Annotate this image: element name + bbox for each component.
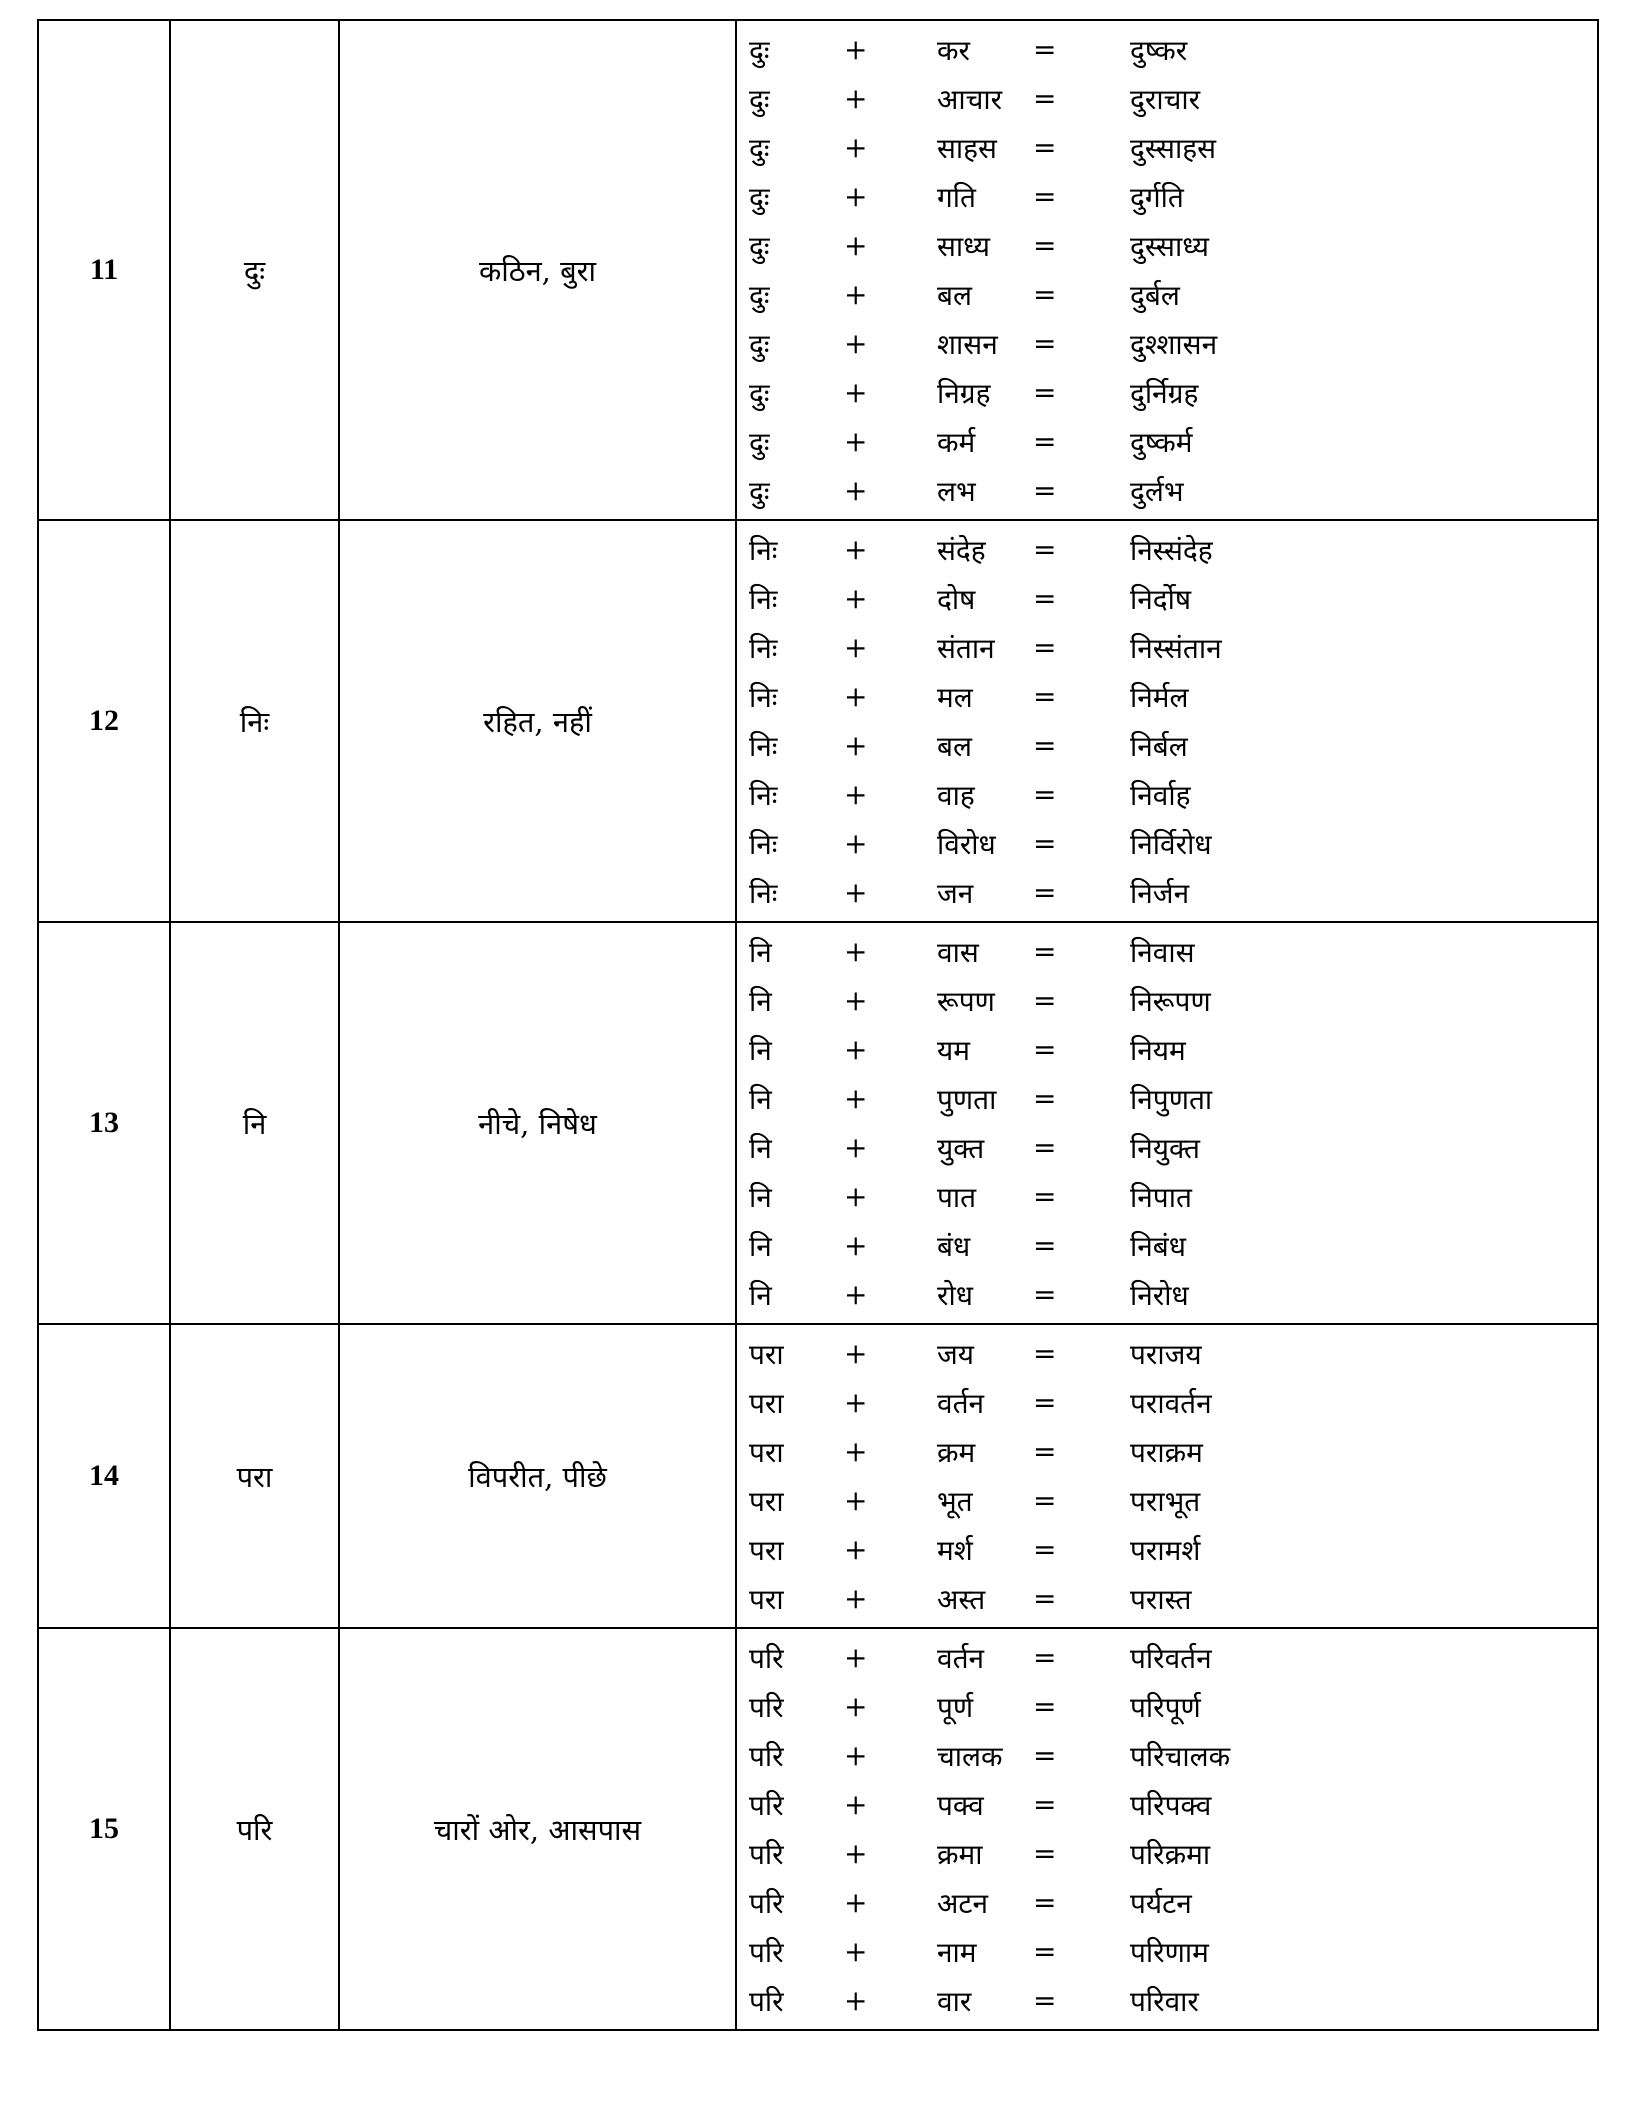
example-row: [737, 1927, 1597, 1976]
plus-sign: +: [844, 1229, 868, 1262]
plus-sign: +: [844, 1935, 868, 1968]
row-number: 12: [38, 520, 170, 922]
example-row: [737, 1378, 1597, 1427]
equals-sign: =: [1033, 1886, 1057, 1919]
prefix-table: [37, 19, 1599, 2031]
example-root: विरोध: [937, 827, 996, 861]
plus-sign: +: [844, 82, 868, 115]
example-root: बल: [937, 278, 972, 312]
example-prefix: परि: [749, 1641, 784, 1675]
example-result: दुष्कर्म: [1130, 425, 1193, 459]
example-root: भूत: [937, 1484, 973, 1518]
example-row: [737, 868, 1597, 917]
examples-cell: [736, 922, 1598, 1324]
example-result: निरोध: [1130, 1278, 1189, 1312]
example-prefix: निः: [749, 631, 778, 665]
example-root: निग्रह: [937, 376, 991, 410]
example-root: संदेह: [937, 533, 986, 567]
table-row: [38, 1324, 1598, 1628]
example-row: [737, 1633, 1597, 1682]
prefix-cell: परा: [170, 1324, 339, 1628]
table-row: [38, 520, 1598, 922]
example-row: [737, 417, 1597, 466]
example-root: वर्तन: [937, 1641, 985, 1675]
example-result: निवास: [1130, 935, 1195, 969]
example-row: [737, 172, 1597, 221]
example-row: [737, 672, 1597, 721]
example-prefix: निः: [749, 680, 778, 714]
plus-sign: +: [844, 229, 868, 262]
example-prefix: निः: [749, 827, 778, 861]
example-prefix: नि: [749, 1131, 772, 1165]
example-root: अटन: [937, 1886, 989, 1920]
plus-sign: +: [844, 33, 868, 66]
equals-sign: =: [1033, 1229, 1057, 1262]
example-prefix: परा: [749, 1533, 784, 1567]
prefix-cell: परि: [170, 1628, 339, 2030]
example-row: [737, 1123, 1597, 1172]
example-row: [737, 1221, 1597, 1270]
example-result: पराभूत: [1130, 1484, 1201, 1518]
example-row: [737, 1270, 1597, 1319]
plus-sign: +: [844, 1278, 868, 1311]
example-result: परिपक्व: [1130, 1788, 1212, 1822]
example-row: [737, 623, 1597, 672]
plus-sign: +: [844, 1435, 868, 1468]
equals-sign: =: [1033, 1582, 1057, 1615]
example-result: दुर्लभ: [1130, 474, 1184, 508]
plus-sign: +: [844, 131, 868, 164]
example-result: पराक्रम: [1130, 1435, 1203, 1469]
equals-sign: =: [1033, 1641, 1057, 1674]
meaning-cell: नीचे, निषेध: [339, 922, 736, 1324]
plus-sign: +: [844, 278, 868, 311]
equals-sign: =: [1033, 1131, 1057, 1164]
example-result: दुर्बल: [1130, 278, 1180, 312]
example-root: यम: [937, 1033, 970, 1067]
meaning-cell: रहित, नहीं: [339, 520, 736, 922]
meaning-cell: कठिन, बुरा: [339, 20, 736, 520]
example-root: पूर्ण: [937, 1690, 974, 1724]
equals-sign: =: [1033, 1739, 1057, 1772]
equals-sign: =: [1033, 631, 1057, 664]
equals-sign: =: [1033, 1278, 1057, 1311]
equals-sign: =: [1033, 278, 1057, 311]
prefix-cell: नि: [170, 922, 339, 1324]
plus-sign: +: [844, 1337, 868, 1370]
example-root: युक्त: [937, 1131, 985, 1165]
example-result: परास्त: [1130, 1582, 1192, 1616]
example-root: नाम: [937, 1935, 977, 1969]
equals-sign: =: [1033, 1837, 1057, 1870]
example-row: [737, 1731, 1597, 1780]
example-result: निर्दोष: [1130, 582, 1192, 616]
row-number: 13: [38, 922, 170, 1324]
example-result: दुर्गति: [1130, 180, 1184, 214]
equals-sign: =: [1033, 82, 1057, 115]
examples-cell: [736, 20, 1598, 520]
equals-sign: =: [1033, 1082, 1057, 1115]
plus-sign: +: [844, 680, 868, 713]
example-prefix: निः: [749, 729, 778, 763]
plus-sign: +: [844, 1886, 868, 1919]
example-row: [737, 74, 1597, 123]
example-result: परिक्रमा: [1130, 1837, 1211, 1871]
example-result: निस्संतान: [1130, 631, 1222, 665]
example-result: दुष्कर: [1130, 33, 1188, 67]
example-row: [737, 466, 1597, 515]
equals-sign: =: [1033, 1935, 1057, 1968]
example-result: निर्मल: [1130, 680, 1189, 714]
example-row: [737, 819, 1597, 868]
plus-sign: +: [844, 1690, 868, 1723]
example-row: [737, 1074, 1597, 1123]
plus-sign: +: [844, 1533, 868, 1566]
example-root: कर्म: [937, 425, 976, 459]
example-result: परामर्श: [1130, 1533, 1201, 1567]
example-row: [737, 1476, 1597, 1525]
plus-sign: +: [844, 1984, 868, 2017]
equals-sign: =: [1033, 1788, 1057, 1821]
example-root: साहस: [937, 131, 997, 165]
example-row: [737, 1829, 1597, 1878]
example-root: क्रम: [937, 1435, 976, 1469]
meaning-cell: चारों ओर, आसपास: [339, 1628, 736, 2030]
example-root: गति: [937, 180, 976, 214]
example-prefix: परि: [749, 1984, 784, 2018]
equals-sign: =: [1033, 876, 1057, 909]
prefix-table-body: [38, 20, 1598, 2030]
equals-sign: =: [1033, 1386, 1057, 1419]
example-row: [737, 270, 1597, 319]
example-prefix: परा: [749, 1582, 784, 1616]
equals-sign: =: [1033, 1690, 1057, 1723]
equals-sign: =: [1033, 425, 1057, 458]
plus-sign: +: [844, 631, 868, 664]
example-root: आचार: [937, 82, 1003, 116]
example-result: दुस्साध्य: [1130, 229, 1209, 263]
example-root: पात: [937, 1180, 977, 1214]
example-result: परिपूर्ण: [1130, 1690, 1201, 1724]
equals-sign: =: [1033, 1180, 1057, 1213]
plus-sign: +: [844, 1582, 868, 1615]
example-prefix: नि: [749, 935, 772, 969]
plus-sign: +: [844, 1739, 868, 1772]
example-prefix: निः: [749, 876, 778, 910]
example-row: [737, 1976, 1597, 2025]
example-result: परिणाम: [1130, 1935, 1209, 1969]
table-row: [38, 20, 1598, 520]
example-root: शासन: [937, 327, 998, 361]
prefix-cell: निः: [170, 520, 339, 922]
example-row: [737, 1025, 1597, 1074]
example-prefix: परि: [749, 1935, 784, 1969]
example-prefix: नि: [749, 984, 772, 1018]
plus-sign: +: [844, 180, 868, 213]
example-prefix: परि: [749, 1788, 784, 1822]
example-root: वार: [937, 1984, 972, 2018]
example-root: पुणता: [937, 1082, 997, 1116]
example-result: दुस्साहस: [1130, 131, 1217, 165]
example-prefix: परा: [749, 1386, 784, 1420]
equals-sign: =: [1033, 984, 1057, 1017]
plus-sign: +: [844, 1131, 868, 1164]
example-prefix: दुः: [749, 82, 770, 116]
example-prefix: दुः: [749, 180, 770, 214]
example-prefix: निः: [749, 582, 778, 616]
examples-cell: [736, 1324, 1598, 1628]
example-row: [737, 319, 1597, 368]
example-result: दुश्शासन: [1130, 327, 1218, 361]
example-prefix: दुः: [749, 278, 770, 312]
example-row: [737, 1427, 1597, 1476]
equals-sign: =: [1033, 582, 1057, 615]
example-prefix: नि: [749, 1229, 772, 1263]
plus-sign: +: [844, 935, 868, 968]
example-result: पराजय: [1130, 1337, 1202, 1371]
example-root: क्रमा: [937, 1837, 983, 1871]
example-root: रूपण: [937, 984, 995, 1018]
table-row: [38, 922, 1598, 1324]
example-result: परिवार: [1130, 1984, 1199, 2018]
examples-cell: [736, 520, 1598, 922]
example-result: निर्विरोध: [1130, 827, 1212, 861]
example-result: निपुणता: [1130, 1082, 1213, 1116]
example-root: पक्व: [937, 1788, 984, 1822]
example-root: कर: [937, 33, 970, 67]
example-row: [737, 574, 1597, 623]
example-result: परावर्तन: [1130, 1386, 1212, 1420]
plus-sign: +: [844, 729, 868, 762]
example-root: संतान: [937, 631, 995, 665]
equals-sign: =: [1033, 935, 1057, 968]
example-root: बंध: [937, 1229, 971, 1263]
example-prefix: परि: [749, 1739, 784, 1773]
row-number: 11: [38, 20, 170, 520]
example-result: निरूपण: [1130, 984, 1211, 1018]
equals-sign: =: [1033, 778, 1057, 811]
equals-sign: =: [1033, 1984, 1057, 2017]
example-root: साध्य: [937, 229, 990, 263]
plus-sign: +: [844, 827, 868, 860]
equals-sign: =: [1033, 180, 1057, 213]
example-root: जन: [937, 876, 974, 910]
example-result: पर्यटन: [1130, 1886, 1192, 1920]
example-prefix: निः: [749, 778, 778, 812]
equals-sign: =: [1033, 680, 1057, 713]
example-row: [737, 221, 1597, 270]
example-row: [737, 1682, 1597, 1731]
equals-sign: =: [1033, 33, 1057, 66]
equals-sign: =: [1033, 1337, 1057, 1370]
example-result: निपात: [1130, 1180, 1192, 1214]
example-row: [737, 927, 1597, 976]
example-prefix: परा: [749, 1435, 784, 1469]
example-result: नियम: [1130, 1033, 1186, 1067]
example-result: परिवर्तन: [1130, 1641, 1212, 1675]
example-prefix: दुः: [749, 327, 770, 361]
example-row: [737, 1525, 1597, 1574]
example-result: निस्संदेह: [1130, 533, 1213, 567]
example-row: [737, 123, 1597, 172]
example-root: जय: [937, 1337, 975, 1371]
example-root: अस्त: [937, 1582, 986, 1616]
plus-sign: +: [844, 376, 868, 409]
example-row: [737, 721, 1597, 770]
meaning-cell: विपरीत, पीछे: [339, 1324, 736, 1628]
example-root: रोध: [937, 1278, 973, 1312]
plus-sign: +: [844, 327, 868, 360]
example-prefix: दुः: [749, 376, 770, 410]
example-root: मल: [937, 680, 973, 714]
equals-sign: =: [1033, 729, 1057, 762]
example-result: निर्वाह: [1130, 778, 1191, 812]
example-result: दुर्निग्रह: [1130, 376, 1199, 410]
example-prefix: परा: [749, 1337, 784, 1371]
equals-sign: =: [1033, 376, 1057, 409]
plus-sign: +: [844, 425, 868, 458]
plus-sign: +: [844, 1788, 868, 1821]
example-prefix: परि: [749, 1886, 784, 1920]
example-root: चालक: [937, 1739, 1003, 1773]
example-row: [737, 1172, 1597, 1221]
plus-sign: +: [844, 1386, 868, 1419]
plus-sign: +: [844, 876, 868, 909]
example-prefix: दुः: [749, 425, 770, 459]
example-row: [737, 525, 1597, 574]
plus-sign: +: [844, 474, 868, 507]
example-result: निर्बल: [1130, 729, 1188, 763]
example-root: वास: [937, 935, 979, 969]
example-result: दुराचार: [1130, 82, 1201, 116]
example-result: परिचालक: [1130, 1739, 1231, 1773]
example-row: [737, 25, 1597, 74]
examples-cell: [736, 1628, 1598, 2030]
example-row: [737, 1574, 1597, 1623]
example-root: मर्श: [937, 1533, 973, 1567]
plus-sign: +: [844, 582, 868, 615]
example-row: [737, 1780, 1597, 1829]
equals-sign: =: [1033, 533, 1057, 566]
example-result: नियुक्त: [1130, 1131, 1201, 1165]
plus-sign: +: [844, 1484, 868, 1517]
example-row: [737, 1878, 1597, 1927]
example-root: वर्तन: [937, 1386, 985, 1420]
equals-sign: =: [1033, 1484, 1057, 1517]
equals-sign: =: [1033, 1533, 1057, 1566]
example-prefix: दुः: [749, 474, 770, 508]
plus-sign: +: [844, 1082, 868, 1115]
example-prefix: परि: [749, 1690, 784, 1724]
equals-sign: =: [1033, 1435, 1057, 1468]
plus-sign: +: [844, 778, 868, 811]
equals-sign: =: [1033, 474, 1057, 507]
plus-sign: +: [844, 1033, 868, 1066]
plus-sign: +: [844, 533, 868, 566]
equals-sign: =: [1033, 229, 1057, 262]
plus-sign: +: [844, 1180, 868, 1213]
equals-sign: =: [1033, 327, 1057, 360]
example-root: बल: [937, 729, 972, 763]
equals-sign: =: [1033, 131, 1057, 164]
example-prefix: नि: [749, 1033, 772, 1067]
row-number: 14: [38, 1324, 170, 1628]
plus-sign: +: [844, 1837, 868, 1870]
example-prefix: नि: [749, 1180, 772, 1214]
prefix-cell: दुः: [170, 20, 339, 520]
example-row: [737, 976, 1597, 1025]
example-prefix: दुः: [749, 33, 770, 67]
example-prefix: दुः: [749, 131, 770, 165]
example-root: दोष: [937, 582, 976, 616]
plus-sign: +: [844, 1641, 868, 1674]
example-result: निबंध: [1130, 1229, 1187, 1263]
example-row: [737, 1329, 1597, 1378]
example-prefix: नि: [749, 1278, 772, 1312]
example-root: लभ: [937, 474, 976, 508]
example-prefix: निः: [749, 533, 778, 567]
example-row: [737, 368, 1597, 417]
row-number: 15: [38, 1628, 170, 2030]
example-prefix: नि: [749, 1082, 772, 1116]
example-prefix: परि: [749, 1837, 784, 1871]
plus-sign: +: [844, 984, 868, 1017]
example-root: वाह: [937, 778, 975, 812]
example-result: निर्जन: [1130, 876, 1190, 910]
example-row: [737, 770, 1597, 819]
equals-sign: =: [1033, 827, 1057, 860]
example-prefix: दुः: [749, 229, 770, 263]
equals-sign: =: [1033, 1033, 1057, 1066]
example-prefix: परा: [749, 1484, 784, 1518]
table-row: [38, 1628, 1598, 2030]
